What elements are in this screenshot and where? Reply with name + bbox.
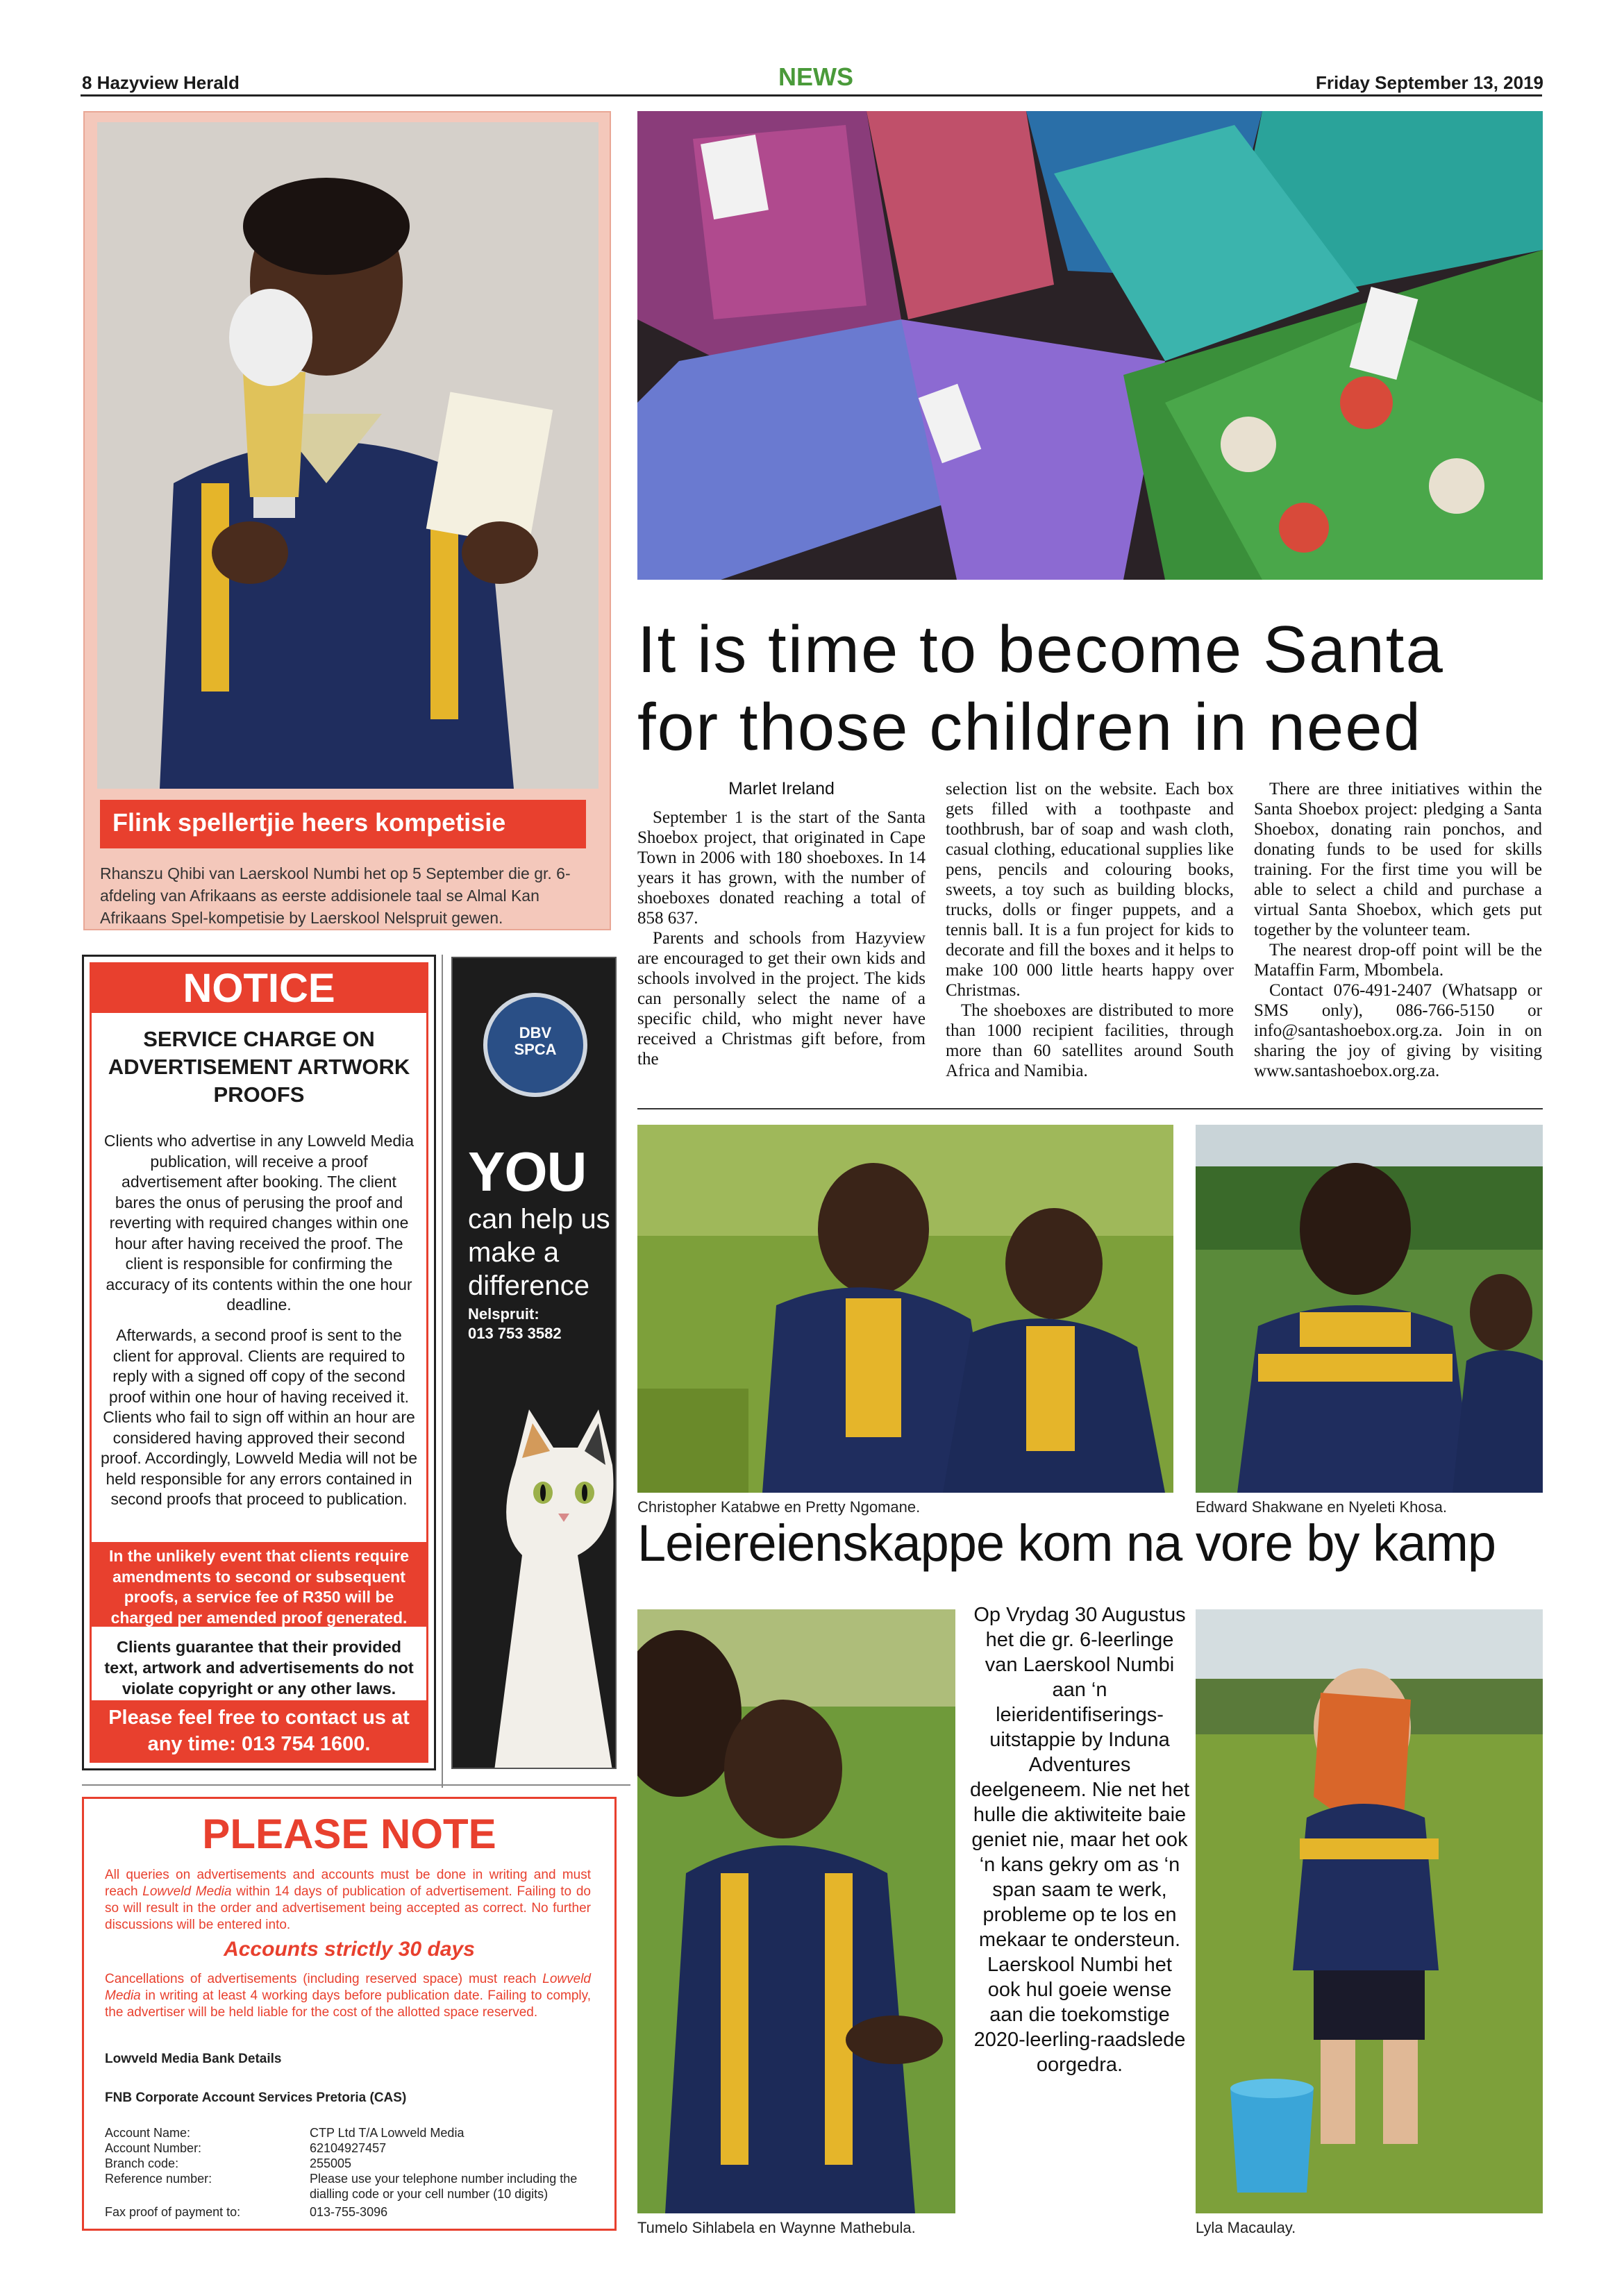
camp-article-body: Op Vrydag 30 Augustus het die gr. 6-leerlinge van Laerskool Numbi aan ‘n leieridentifiserings-uitstappie by Induna Adventures deelgeneem. Nie net het hulle die aktiwiteite baie geniet nie, maar het ook ‘n kans gekry om as ‘n span saam te werk, probleme op te los en mekaar te ondersteun. Laerskool Numbi het ook hul goeie wense aan die toekomstige 2020-leerling-raadslede oorgedra. xyxy=(970,1604,1189,2076)
shoebox-gifts-photo xyxy=(637,111,1543,580)
spca-phone: 013 753 3582 xyxy=(468,1325,562,1342)
santa-column-3 xyxy=(1254,779,1542,1081)
notice-box xyxy=(82,955,436,1770)
notice-paragraph-1: Clients who advertise in any Lowveld Media publication, will receive a proof advertisement after booking. The client bares the onus of perusing the proof and reverting with required changes within one hour after having received the proof. The client is responsible for confirming the accuracy of its contents within the one hour deadline. xyxy=(103,1132,415,1314)
notice-service-fee: In the unlikely event that clients require amendments to second or subsequent proofs, a service fee of R350 will be charged per amended proof generated. xyxy=(92,1542,426,1627)
bank-row-key: Account Number: xyxy=(105,2141,202,2155)
page-folio: 8 Hazyview Herald xyxy=(82,72,240,93)
santa-headline-line-1: It is time to become Santa xyxy=(637,612,1444,687)
notice-paragraph-2: Afterwards, a second proof is sent to the client for approval. Clients are required to reply with a signed off copy of the second proof within one hour of having received it. Clients who fail to sign off within an hour are considered having approved their second proof. Accordingly, Lowveld Media will not be held responsible for any errors contained in second proofs that proceed to publication. xyxy=(101,1326,417,1508)
cancellations-paragraph xyxy=(105,1971,591,2021)
notice-copyright: Clients guarantee that their provided text, artwork and advertisements do not violate copyright or any other laws. xyxy=(104,1638,414,1698)
camp-photo-1 xyxy=(637,1125,1173,1493)
notice-title: NOTICE xyxy=(92,964,426,1013)
bank-name: FNB Corporate Account Services Pretoria (CAS) xyxy=(105,2090,407,2105)
issue-date: Friday September 13, 2019 xyxy=(1315,72,1543,93)
cancellations-brand: Lowveld Media xyxy=(105,1972,591,2003)
spca-logo-line-2: SPCA xyxy=(514,1041,557,1058)
notice-contact: Please feel free to contact us at any time: 013 754 1600. xyxy=(92,1700,426,1761)
spca-you: YOU xyxy=(468,1141,587,1203)
please-note-box xyxy=(82,1797,617,2231)
spelling-winner-photo xyxy=(97,122,598,789)
please-note-title: PLEASE NOTE xyxy=(202,1811,496,1857)
notice-inner-frame xyxy=(90,962,428,1763)
bank-row-value: CTP Ltd T/A Lowveld Media xyxy=(310,2126,464,2140)
kitten-photo xyxy=(494,1409,617,1769)
camp-caption-1: Christopher Katabwe en Pretty Ngomane. xyxy=(637,1498,921,1516)
bank-row-value: 013-755-3096 xyxy=(310,2205,388,2219)
camp-caption-2: Edward Shakwane en Nyeleti Khosa. xyxy=(1196,1498,1447,1516)
santa-column-1 xyxy=(637,779,926,1069)
spca-advert xyxy=(451,957,617,1769)
column-divider xyxy=(442,955,443,1788)
header-rule xyxy=(81,94,1542,97)
santa-column-2 xyxy=(946,779,1234,1081)
spelling-story xyxy=(83,111,611,930)
camp-photo-3 xyxy=(637,1609,955,2213)
queries-brand: Lowveld Media xyxy=(142,1884,232,1899)
santa-col1-paragraph-2: Parents and schools from Hazyview are encouraged to get their own kids and schools involved in the project. The kids can personally select the name of a specific child, who might never have received a Christmas gift before, from the xyxy=(637,929,926,1069)
santa-byline: Marlet Ireland xyxy=(728,779,835,798)
santa-col3-paragraph-2: The nearest drop-off point will be the Mataffin Farm, Mbombela. xyxy=(1254,941,1542,980)
spelling-caption: Rhanszu Qhibi van Laerskool Numbi het op 5 September die gr. 6-afdeling van Afrikaans as eerste addisionele taal se Almal Kan Afrikaans Spel-kompetisie by Laerskool Nelspruit gewen. xyxy=(100,864,571,927)
santa-col2-paragraph-1: selection list on the website. Each box gets filled with a toothpaste and toothbrush, bar of soap and wash cloth, casual clothing, educational supplies like pens, pencils and colouring books, sweets, a toy such as building blocks, trucks, dolls or finger puppets, and a tennis ball. It is a fun project for kids to decorate and fill the boxes and it helps to make 100 000 little hearts happy over Christmas. xyxy=(946,780,1234,1000)
bank-row-value: 62104927457 xyxy=(310,2141,387,2155)
camp-caption-4: Lyla Macaulay. xyxy=(1196,2219,1296,2236)
spca-logo-line-1: DBV xyxy=(519,1024,552,1041)
queries-paragraph xyxy=(105,1867,591,1934)
bank-row-key: Account Name: xyxy=(105,2126,191,2140)
cancellations-text-end: in writing at least 4 working days before publication date. Failing to comply, the advertiser will be held liable for the cost of the allotted space reserved. xyxy=(105,1988,591,2020)
spca-logo-text xyxy=(487,1025,583,1058)
spca-tagline: can help us make a difference xyxy=(468,1204,610,1301)
santa-col1-paragraph-1: September 1 is the start of the Santa Shoebox project, that originated in Cape Town in 2006 with 180 shoeboxes. In 14 years it has grown, with the number of shoeboxes donated reaching a total of 858 637. xyxy=(637,808,926,928)
camp-headline: Leiereienskappe kom na vore by kamp xyxy=(637,1514,1496,1572)
cancellations-text-start: Cancellations of advertisements (including reserved space) must reach xyxy=(105,1972,543,1986)
bank-row-key: Branch code: xyxy=(105,2156,179,2170)
camp-photo-2 xyxy=(1196,1125,1543,1493)
santa-col3-paragraph-3: Contact 076-491-2407 (Whatsapp or SMS only), 086-766-5150 or info@santashoebox.org.za. Join in on sharing the joy of giving by visiting www.santashoebox.org.za. xyxy=(1254,981,1542,1080)
bank-details-title: Lowveld Media Bank Details xyxy=(105,2052,282,2066)
section-label: NEWS xyxy=(778,62,853,91)
camp-caption-3: Tumelo Sihlabela en Waynne Mathebula. xyxy=(637,2219,916,2236)
bank-row-value: Please use your telephone number including the dialling code or your cell number (10 digits) xyxy=(310,2172,578,2201)
spca-city: Nelspruit: xyxy=(468,1305,539,1323)
santa-article-rule xyxy=(637,1108,1543,1109)
spca-logo xyxy=(483,993,587,1097)
camp-photo-4 xyxy=(1196,1609,1543,2213)
queries-text-end: within 14 days of publication of advertisement. Failing to do so will result in the order and advertisement being accepted as correct. No further discussions will be entered into. xyxy=(105,1884,591,1932)
santa-headline xyxy=(637,611,1543,766)
santa-headline-line-2: for those children in need xyxy=(637,690,1423,764)
accounts-title: Accounts strictly 30 days xyxy=(224,1938,475,1961)
santa-col2-paragraph-2: The shoeboxes are distributed to more than 1000 recipient facilities, through more than 60 satellites around South Africa and Namibia. xyxy=(946,1001,1234,1080)
notice-subtitle: SERVICE CHARGE ON ADVERTISEMENT ARTWORK PROOFS xyxy=(108,1027,410,1107)
spelling-headline: Flink spellertjie heers kompetisie xyxy=(100,800,586,848)
left-column-rule xyxy=(82,1784,630,1786)
queries-text-start: All queries on advertisements and accounts must be done in writing and must reach xyxy=(105,1868,591,1899)
bank-row-key: Fax proof of payment to: xyxy=(105,2205,241,2219)
santa-col3-paragraph-1: There are three initiatives within the Santa Shoebox project: pledging a Santa Shoebox, donating rain ponchos, and donating funds to be used for skills training. For the first time you will be able to select a child and purchase a virtual Santa Shoebox, which gets put together by the volunteer team. xyxy=(1254,780,1542,939)
bank-row-value: 255005 xyxy=(310,2156,352,2170)
bank-row-key: Reference number: xyxy=(105,2172,212,2186)
